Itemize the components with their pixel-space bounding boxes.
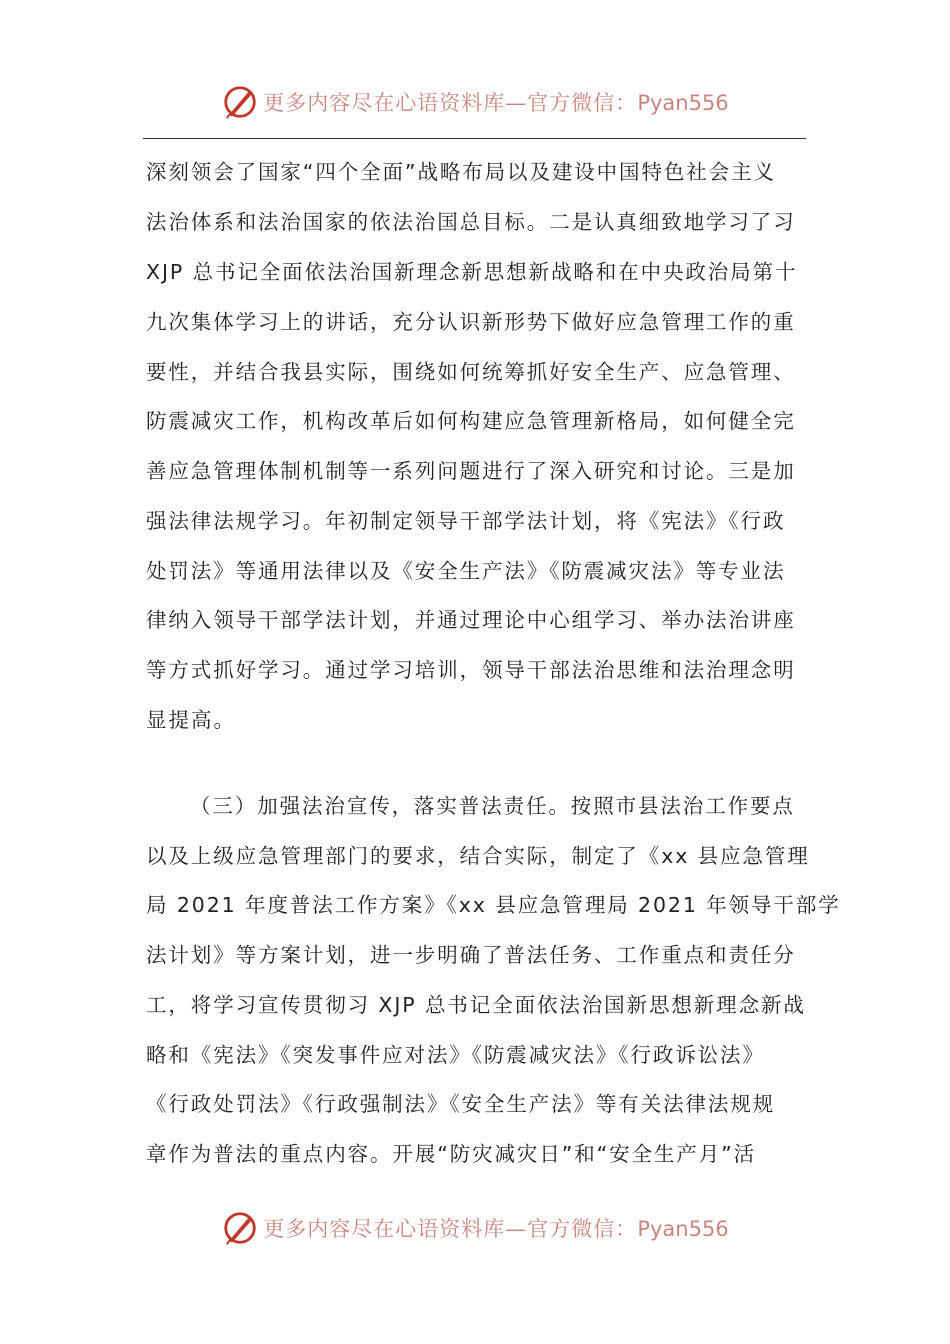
- header-wechat-id: Pyan556: [637, 91, 729, 115]
- paragraph1-line: 善应急管理体制机制等一系列问题进行了深入研究和讨论。三是加: [146, 459, 796, 483]
- footer-banner-text: 更多内容尽在心语资料库—官方微信：Pyan556: [263, 1217, 729, 1241]
- paragraph1-line: 要性，并结合我县实际，围绕如何统筹抓好安全生产、应急管理、: [146, 360, 796, 384]
- footer-banner: [0, 1208, 950, 1248]
- header-banner: [0, 82, 950, 122]
- header-divider: [143, 138, 806, 139]
- paragraph2-line: 《行政处罚法》《行政强制法》《安全生产法》等有关法律法规规: [146, 1092, 776, 1116]
- paragraph1-line: 等方式抓好学习。通过学习培训，领导干部法治思维和法治理念明: [146, 658, 796, 682]
- paragraph2-line: 法计划》等方案计划，进一步明确了普法任务、工作重点和责任分: [146, 943, 796, 967]
- paragraph1-line: 律纳入领导干部学法计划，并通过理论中心组学习、举办法治讲座: [146, 608, 796, 632]
- quill-pen-circle-logo-icon: [221, 83, 259, 121]
- paragraph1-line: XJP 总书记全面依法治国新理念新思想新战略和在中央政治局第十: [146, 260, 798, 284]
- paragraph1-line: 深刻领会了国家“四个全面”战略布局以及建设中国特色社会主义: [146, 160, 776, 184]
- footer-wechat-id: Pyan556: [637, 1217, 729, 1241]
- paragraph1-line: 九次集体学习上的讲话，充分认识新形势下做好应急管理工作的重: [146, 310, 796, 334]
- paragraph2-line: 略和《宪法》《突发事件应对法》《防震减灾法》《行政诉讼法》: [146, 1043, 765, 1067]
- paragraph1-line: 强法律法规学习。年初制定领导干部学法计划，将《宪法》《行政: [146, 509, 786, 533]
- paragraph2-line: 章作为普法的重点内容。开展“防灾减灾日”和“安全生产月”活: [146, 1142, 757, 1166]
- paragraph2-line: 以及上级应急管理部门的要求，结合实际，制定了《xx 县应急管理: [146, 844, 810, 868]
- paragraph2-line: （三）加强法治宣传，落实普法责任。按照市县法治工作要点: [190, 794, 795, 818]
- paragraph2-line: 工，将学习宣传贯彻习 XJP 总书记全面依法治国新思想新理念新战: [146, 993, 806, 1017]
- paragraph2-line: 局 2021 年度普法工作方案》《xx 县应急管理局 2021 年领导干部学: [146, 893, 841, 917]
- paragraph1-line: 防震减灾工作，机构改革后如何构建应急管理新格局，如何健全完: [146, 409, 796, 433]
- paragraph1-line: 处罚法》等通用法律以及《安全生产法》《防震减灾法》等专业法: [146, 559, 786, 583]
- paragraph1-line: 显提高。: [146, 708, 236, 732]
- header-banner-text: 更多内容尽在心语资料库—官方微信：Pyan556: [263, 91, 729, 115]
- paragraph1-line: 法治体系和法治国家的依法治国总目标。二是认真细致地学习了习: [146, 210, 796, 234]
- quill-pen-circle-logo-icon: [221, 1209, 259, 1247]
